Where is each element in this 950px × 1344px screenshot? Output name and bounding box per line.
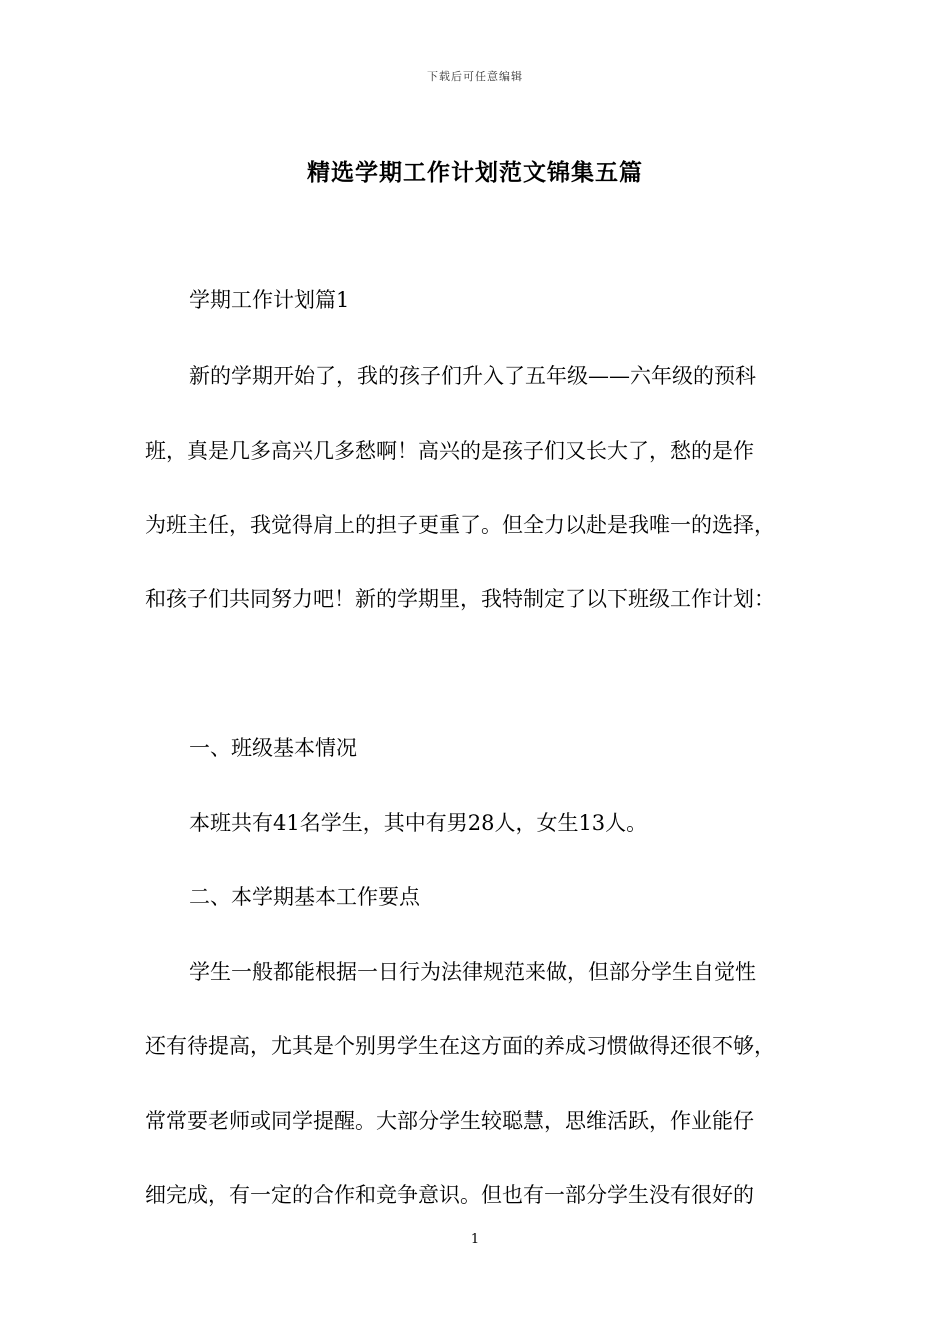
page-number: 1 [470,1232,480,1247]
paragraph-line: 还有待提高，尤其是个别男学生在这方面的养成习惯做得还很不够， [145,1034,775,1058]
document-title: 精选学期工作计划范文锦集五篇 [307,159,643,186]
paragraph-line: 新的学期开始了，我的孩子们升入了五年级——六年级的预科 [189,364,756,388]
paragraph-line: 学生一般都能根据一日行为法律规范来做，但部分学生自觉性 [189,960,756,984]
paragraph-line: 细完成，有一定的合作和竞争意识。但也有一部分学生没有很好的 [145,1183,754,1207]
class-info-line: 本班共有41名学生，其中有男28人，女生13人。 [189,811,648,835]
header-note: 下载后可任意编辑 [427,70,523,83]
paragraph-line: 常常要老师或同学提醒。大部分学生较聪慧，思维活跃，作业能仔 [145,1109,754,1133]
paragraph-line: 班，真是几多高兴几多愁啊！高兴的是孩子们又长大了，愁的是作 [145,439,754,463]
section-heading: 学期工作计划篇1 [189,288,350,312]
heading-class-situation: 一、班级基本情况 [189,736,357,760]
paragraph-line: 和孩子们共同努力吧！新的学期里，我特制定了以下班级工作计划： [145,587,775,611]
heading-work-points: 二、本学期基本工作要点 [189,885,420,909]
paragraph-line: 为班主任，我觉得肩上的担子更重了。但全力以赴是我唯一的选择， [145,513,775,537]
